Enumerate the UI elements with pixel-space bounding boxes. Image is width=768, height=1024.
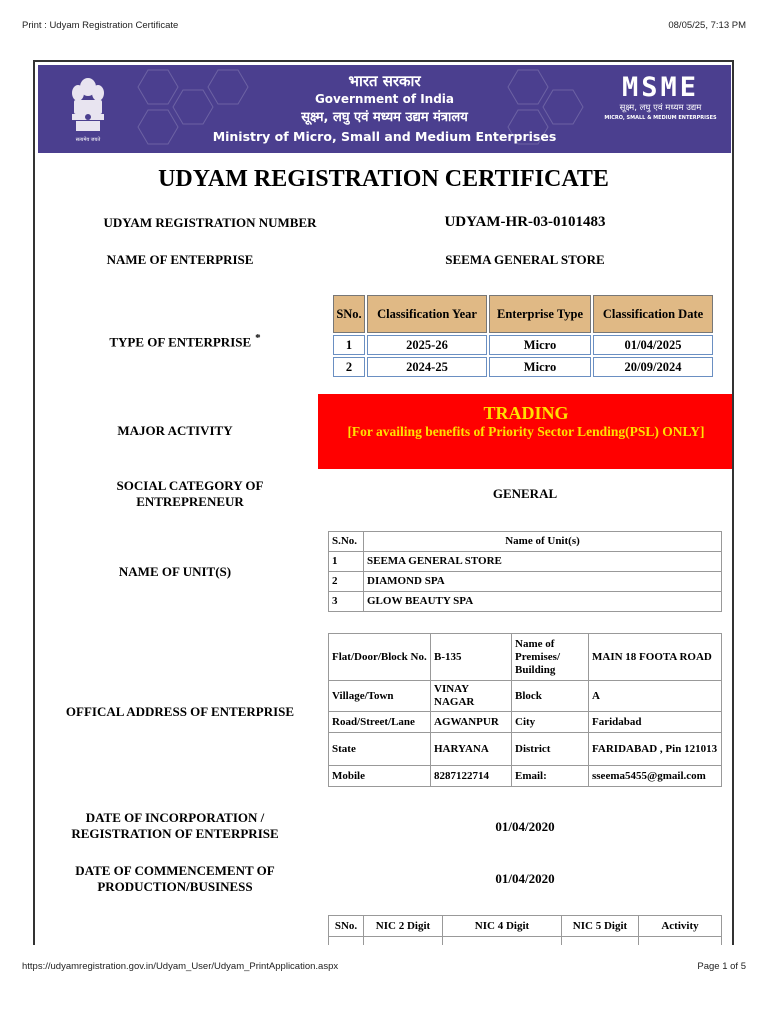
table-cell: 01/04/2025 xyxy=(593,335,713,355)
print-header-title: Print : Udyam Registration Certificate xyxy=(22,20,179,31)
certificate xyxy=(33,60,734,945)
government-banner xyxy=(38,65,731,153)
banner-hindi-line2: सूक्ष्म, लघु एवं मध्यम उद्यम मंत्रालय xyxy=(301,110,468,125)
registration-number-value: UDYAM-HR-03-0101483 xyxy=(444,214,606,230)
table-header-cell: SNo. xyxy=(333,295,365,333)
table-cell: A xyxy=(589,681,722,712)
major-activity-box xyxy=(318,394,734,469)
table-cell: 2024-25 xyxy=(367,357,487,377)
table-cell: 1 xyxy=(333,335,365,355)
table-cell: 8287122714 xyxy=(431,766,512,787)
enterprise-type-asterisk: * xyxy=(255,332,261,344)
units-table xyxy=(328,531,722,612)
table-cell: Email: xyxy=(512,766,589,787)
table-row xyxy=(329,552,722,572)
table-cell: MAIN 18 FOOTA ROAD xyxy=(589,634,722,681)
address-table xyxy=(328,633,722,787)
table-header-cell: SNo. xyxy=(329,916,364,937)
msme-logo-hindi: सूक्ष्म, लघु एवं मध्यम उद्यम xyxy=(619,103,702,113)
incorporation-date-label: DATE OF INCORPORATION / REGISTRATION OF ENTERPRISE xyxy=(71,810,279,841)
table-cell: District xyxy=(512,733,589,766)
nic-table xyxy=(328,915,722,945)
enterprise-type-label xyxy=(35,330,335,350)
table-cell: Flat/Door/Block No. xyxy=(329,634,431,681)
incorporation-date-value: 01/04/2020 xyxy=(495,819,555,834)
table-cell: Road/Street/Lane xyxy=(329,712,431,733)
table-header-cell: NIC 4 Digit xyxy=(443,916,562,937)
address-label: OFFICAL ADDRESS OF ENTERPRISE xyxy=(65,704,295,719)
table-row xyxy=(329,592,722,612)
table-header-cell: NIC 5 Digit xyxy=(562,916,639,937)
commencement-date-label: DATE OF COMMENCEMENT OF PRODUCTION/BUSINESS xyxy=(75,863,275,894)
certificate-title: UDYAM REGISTRATION CERTIFICATE xyxy=(158,166,609,192)
table-cell: Name of Premises/ Building xyxy=(512,634,589,681)
table-cell: Block xyxy=(512,681,589,712)
table-header-cell: Name of Unit(s) xyxy=(364,532,722,552)
table-header-cell: Classification Date xyxy=(593,295,713,333)
msme-logo-word: MSME xyxy=(621,72,700,103)
table-row xyxy=(329,937,722,946)
banner-english-line1: Government of India xyxy=(314,92,455,106)
table-cell: Micro xyxy=(489,357,591,377)
commencement-date-value: 01/04/2020 xyxy=(495,871,555,886)
table-cell xyxy=(562,937,639,946)
table-row xyxy=(329,733,722,766)
table-header-row xyxy=(329,532,722,552)
table-cell: DIAMOND SPA xyxy=(364,572,722,592)
print-footer-page: Page 1 of 5 xyxy=(697,961,746,972)
major-activity-note: [For availing benefits of Priority Sector Lending(PSL) ONLY] xyxy=(347,424,705,439)
banner-hindi-line1: भारत सरकार xyxy=(348,72,421,90)
table-row xyxy=(329,766,722,787)
table-cell: B-135 xyxy=(431,634,512,681)
emblem-caption: सत्यमेव जयते xyxy=(75,137,101,143)
table-cell: Faridabad xyxy=(589,712,722,733)
table-cell: VINAY NAGAR xyxy=(431,681,512,712)
table-header-cell: NIC 2 Digit xyxy=(364,916,443,937)
table-cell: 2 xyxy=(329,572,364,592)
table-cell: 2 xyxy=(333,357,365,377)
table-header-cell: Activity xyxy=(639,916,722,937)
social-category-value: GENERAL xyxy=(492,486,558,501)
enterprise-type-label-text: TYPE OF ENTERPRISE xyxy=(109,334,252,350)
table-row xyxy=(333,335,713,355)
table-cell xyxy=(329,937,364,946)
table-header-row xyxy=(329,916,722,937)
table-cell xyxy=(443,937,562,946)
table-header-cell: Enterprise Type xyxy=(489,295,591,333)
msme-logo xyxy=(603,74,718,144)
table-header-cell: Classification Year xyxy=(367,295,487,333)
print-header-datetime: 08/05/25, 7:13 PM xyxy=(668,20,746,31)
table-cell: Village/Town xyxy=(329,681,431,712)
social-category-label: SOCIAL CATEGORY OF ENTREPRENEUR xyxy=(116,478,264,509)
units-label: NAME OF UNIT(S) xyxy=(118,564,232,579)
registration-number-label: UDYAM REGISTRATION NUMBER xyxy=(103,215,317,230)
enterprise-name-value: SEEMA GENERAL STORE xyxy=(445,252,605,267)
table-cell: 2025-26 xyxy=(367,335,487,355)
table-cell: 3 xyxy=(329,592,364,612)
enterprise-name-label: NAME OF ENTERPRISE xyxy=(106,252,254,267)
table-row xyxy=(329,712,722,733)
table-header-row xyxy=(333,295,713,333)
msme-logo-english: MICRO, SMALL & MEDIUM ENTERPRISES xyxy=(604,115,717,121)
table-row xyxy=(329,681,722,712)
table-cell: AGWANPUR xyxy=(431,712,512,733)
table-cell: City xyxy=(512,712,589,733)
table-cell: HARYANA xyxy=(431,733,512,766)
table-cell: FARIDABAD , Pin 121013 xyxy=(589,733,722,766)
table-row xyxy=(329,572,722,592)
major-activity-value: TRADING xyxy=(483,403,569,423)
table-cell: Mobile xyxy=(329,766,431,787)
table-cell xyxy=(364,937,443,946)
enterprise-type-table xyxy=(331,293,715,379)
table-cell xyxy=(639,937,722,946)
table-cell: 20/09/2024 xyxy=(593,357,713,377)
print-footer-url: https://udyamregistration.gov.in/Udyam_User/Udyam_PrintApplication.aspx xyxy=(22,961,339,972)
banner-english-line2: Ministry of Micro, Small and Medium Enterprises xyxy=(212,129,557,144)
table-cell: sseema5455@gmail.com xyxy=(589,766,722,787)
table-cell: 1 xyxy=(329,552,364,572)
table-row xyxy=(329,634,722,681)
major-activity-label: MAJOR ACTIVITY xyxy=(117,423,233,438)
table-row xyxy=(333,357,713,377)
table-header-cell: S.No. xyxy=(329,532,364,552)
table-cell: GLOW BEAUTY SPA xyxy=(364,592,722,612)
table-cell: SEEMA GENERAL STORE xyxy=(364,552,722,572)
table-cell: State xyxy=(329,733,431,766)
table-cell: Micro xyxy=(489,335,591,355)
